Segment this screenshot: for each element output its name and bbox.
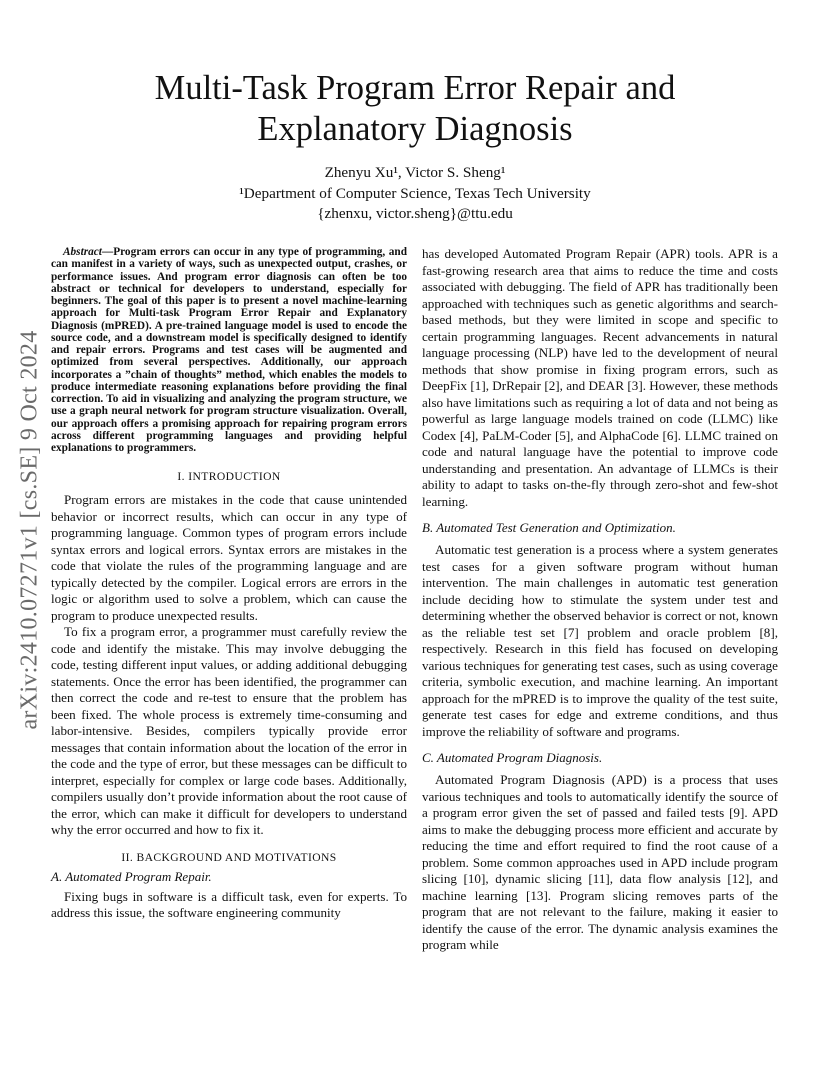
subsection-heading-test-generation: B. Automated Test Generation and Optimization. xyxy=(422,520,676,535)
abstract-text: —Program errors can occur in any type of programming, and can manifest in a variety of ways, such as unexpected output, crashes, or performance issues. And program error diagnosis can often be too abstract or technical for developers to understand, especially for beginners. The goal of this paper is to present a novel machine-learning approach for Multi-task Program Error Repair and Explanatory Diagnosis (mPRED). A pre-trained language model is used to encode the source code, and a downstream model is specifically designed to identify and repair errors. Programs and test cases will be augmented and optimized from several perspectives. Additionally, our approach incorporates a ”chain of thoughts” method, which enables the models to produce intermediate reasoning explanations before providing the final correction. To aid in visualizing and analyzing the program structure, we use a graph neural network for program structure visualization. Overall, our approach offers a promising approach for repairing program errors across different programming languages and providing helpful explanations to programmers. xyxy=(51,246,407,454)
diagnosis-paragraph: Automated Program Diagnosis (APD) is a process that uses various techniques and tools to automatically identify the source of a program error given the set of passed and failed tests [9]. APD aims to make the debugging process more efficient and accurate by reducing the time and effort required to find the root cause of a problem. Some common approaches used in APD include program slicing [10], dynamic slicing [11], data flow analysis [12], and machine learning [13]. Program slicing removes parts of the program that are not relevant to the failure, making it easier to identify the cause of the error. The dynamic analysis examines the program while xyxy=(422,772,778,952)
author-names: Zhenyu Xu¹, Victor S. Sheng¹ xyxy=(324,164,506,181)
apr-paragraph: Fixing bugs in software is a difficult task, even for experts. To address this issue, the software engineering community xyxy=(51,888,407,921)
right-column xyxy=(422,246,778,954)
test-generation-paragraph: Automatic test generation is a process where a system generates test cases for a given software program without human intervention. The main challenges in automatic test generation include deciding how to stimulate the system under test and determining whether the observed behavior is correct or not, known as the reliable test set [7] problem and oracle problem [8], respectively. Research in this field has focused on developing various techniques for generating test cases, such as using coverage criteria, symbolic execution, and machine learning. An important approach for the mPRED is to improve the quality of the test suite, generate test cases for edge and extreme conditions, and thus improve the reliability of software and programs. xyxy=(422,542,778,739)
subsection-heading-apr: A. Automated Program Repair. xyxy=(51,868,212,884)
left-column xyxy=(51,246,407,922)
author-affiliation: ¹Department of Computer Science, Texas Tech University xyxy=(239,184,591,202)
abstract-label: Abstract xyxy=(63,246,102,258)
author-block xyxy=(100,163,730,225)
abstract xyxy=(51,246,407,454)
apr-paragraph-continued: has developed Automated Program Repair (APR) tools. APR is a fast-growing research area that aims to reduce the time and costs associated with debugging. The field of APR has traditionally been approached with techniques such as genetic algorithms and search-based methods, but they were limited in scope and specific to certain programming languages. Recent advancements in natural language processing (NLP) have led to the development of neural methods that show promise in fixing program errors, such as DeepFix [1], DrRepair [2], and DEAR [3]. However, these methods also have limitations such as requiring a lot of data and not being as powerful as large language models trained on code (LLMC) like Codex [4], PaLM-Coder [5], and AlphaCode [6]. LLMC trained on code and natural language have the potential to improve code understanding and presentation. An advantage of LLMCs is their ability to adapt to tasks on-the-fly through zero-shot and few-shot learning. xyxy=(422,246,778,509)
arxiv-sidebar xyxy=(10,300,50,760)
intro-paragraph-1: Program errors are mistakes in the code that cause unintended behavior or incorrect results, which can occur in any type of programming language. Common types of program errors include syntax errors and logical errors. Syntax errors are mistakes in the code that violate the rules of the programming language and are typically detected by the compiler. Logical errors are errors in the logic or algorithm used to solve a problem, which can cause the program to produce unexpected results. xyxy=(51,492,407,623)
intro-paragraph-2: To fix a program error, a programmer must carefully review the code and identify the mistake. This may involve debugging the code, testing different input values, or adding additional debugging statements. Once the error has been identified, the programmer can then correct the code and re-test to ensure that the problem has been fixed. The whole process is extremely time-consuming and labor-intensive. Besides, compilers typically provide error messages that contain information about the location of the error in the code and the type of error, but these messages can be difficult to interpret, especially for complex or large code bases. Additionally, compilers usually don’t provide information about the root cause of the error, which can make it difficult for developers to understand why the error occurred and how to fix it. xyxy=(51,624,407,838)
arxiv-identifier: arXiv:2410.07271v1 [cs.SE] 9 Oct 2024 xyxy=(16,330,43,730)
section-heading-introduction: I. INTRODUCTION xyxy=(177,470,281,484)
author-email: {zhenxu, victor.sheng}@ttu.edu xyxy=(317,205,513,222)
section-heading-background: II. BACKGROUND AND MOTIVATIONS xyxy=(121,850,337,864)
paper-title: Multi-Task Program Error Repair and Explanatory Diagnosis xyxy=(154,69,676,148)
subsection-heading-diagnosis: C. Automated Program Diagnosis. xyxy=(422,750,603,765)
